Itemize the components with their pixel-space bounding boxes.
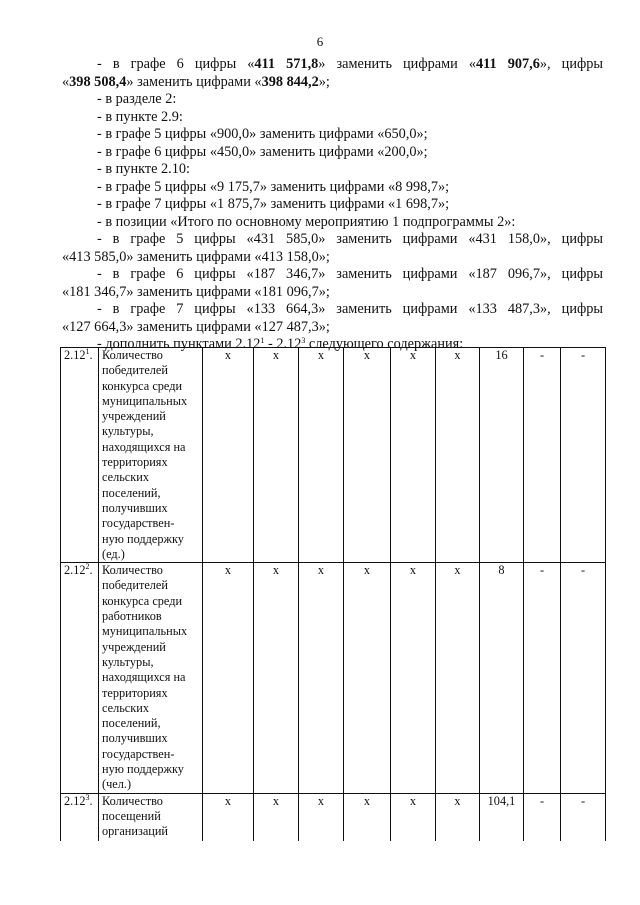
indicator-name	[99, 563, 203, 793]
value-cell: х	[344, 793, 391, 841]
indicator-name-line: сельских	[102, 700, 149, 715]
table-row	[61, 563, 606, 793]
text-line: - в графе 5 цифры «431 585,0» заменить цифрами «431 158,0», цифры	[97, 231, 603, 247]
value-cell: х	[254, 793, 299, 841]
value-cell: х	[391, 793, 436, 841]
indicator-name-line: территориях	[102, 685, 168, 700]
indicators-table	[60, 347, 606, 841]
text-line: - в позиции «Итого по основному мероприятию 1 подпрограммы 2»:	[97, 213, 516, 230]
text-line: «127 664,3» заменить цифрами «127 487,3»;	[62, 318, 330, 335]
indicator-name-line: муниципальных	[102, 624, 188, 639]
indicator-name	[99, 348, 203, 563]
value-cell: х	[254, 348, 299, 563]
value-cell: х	[299, 563, 344, 793]
text-line: «413 585,0» заменить цифрами «413 158,0»;	[62, 248, 330, 265]
text-line: - дополнить пунктами 2.12$^1$ - 2.12$^3$ следующего содержания:	[97, 336, 464, 352]
indicator-name-line: посещений	[102, 808, 161, 823]
value-cell: 16	[480, 348, 524, 563]
indicator-name-line: находящихся на	[102, 670, 186, 685]
value-cell: х	[436, 793, 480, 841]
value-cell: -	[524, 348, 561, 563]
text-line: «398 508,4» заменить цифрами «398 844,2»;	[62, 73, 330, 90]
text-line: - в графе 7 цифры «133 664,3» заменить цифрами «133 487,3», цифры	[97, 301, 603, 317]
table-row	[61, 793, 606, 841]
value-cell: х	[344, 563, 391, 793]
text-line: - в пункте 2.10:	[97, 161, 191, 177]
value-cell: х	[299, 348, 344, 563]
indicator-name-line: Количество	[102, 563, 163, 578]
indicator-name-line: Количество	[102, 348, 163, 362]
row-number: 2.12$^2$.	[61, 563, 99, 793]
value-cell: -	[561, 348, 606, 563]
indicator-name-line: (ед.)	[102, 546, 125, 561]
indicator-name-line: территориях	[102, 455, 168, 470]
indicator-name-line: находящихся на	[102, 439, 186, 454]
indicator-name-line: поселений,	[102, 485, 161, 500]
text-line: - в графе 6 цифры «187 346,7» заменить цифрами «187 096,7», цифры	[97, 266, 603, 282]
amendment-text	[62, 56, 603, 354]
text-line: - в графе 6 цифры «450,0» заменить цифрами «200,0»;	[97, 143, 428, 160]
value-cell: х	[203, 348, 254, 563]
text-line: - в пункте 2.9:	[97, 108, 183, 125]
indicator-name	[99, 793, 203, 841]
text-line: - в графе 5 цифры «9 175,7» заменить цифрами «8 998,7»;	[97, 178, 450, 195]
value-cell: х	[436, 348, 480, 563]
indicator-name-line: поселений,	[102, 716, 161, 731]
value-cell: -	[524, 563, 561, 793]
indicator-name-line: организаций	[102, 824, 169, 839]
indicator-name-line: конкурса среди	[102, 593, 183, 608]
indicator-name-line: победителей	[102, 363, 168, 378]
indicator-name-line: государствен-	[102, 746, 175, 761]
row-number: 2.12$^3$.	[61, 793, 99, 841]
value-cell: 104,1	[480, 793, 524, 841]
value-cell: -	[524, 793, 561, 841]
indicator-name-line: получивших	[102, 731, 168, 746]
indicator-name-line: конкурса среди	[102, 378, 183, 393]
text-line: - в графе 7 цифры «1 875,7» заменить цифрами «1 698,7»;	[97, 196, 450, 212]
indicator-name-line: сельских	[102, 470, 149, 485]
value-cell: х	[299, 793, 344, 841]
value-cell: х	[203, 793, 254, 841]
value-cell: х	[254, 563, 299, 793]
indicator-name-line: (чел.)	[102, 777, 132, 792]
indicator-name-line: культуры,	[102, 424, 154, 439]
indicator-name-line: победителей	[102, 578, 168, 593]
page-number: 6	[316, 34, 324, 49]
row-number: 2.12$^1$.	[61, 348, 99, 563]
text-line: «181 346,7» заменить цифрами «181 096,7»;	[62, 283, 330, 300]
indicator-name-line: учреждений	[102, 409, 166, 424]
text-line: - в разделе 2:	[97, 91, 177, 107]
text-line: - в графе 5 цифры «900,0» заменить цифрами «650,0»;	[97, 126, 428, 142]
value-cell: х	[344, 348, 391, 563]
value-cell: -	[561, 563, 606, 793]
indicator-name-line: муниципальных	[102, 393, 188, 408]
indicator-name-line: Количество	[102, 793, 163, 808]
indicator-name-line: ную поддержку	[102, 762, 184, 777]
value-cell: х	[436, 563, 480, 793]
value-cell: х	[203, 563, 254, 793]
indicator-name-line: государствен-	[102, 516, 175, 531]
indicator-name-line: получивших	[102, 500, 168, 515]
table-row	[61, 348, 606, 563]
indicator-name-line: работников	[102, 609, 162, 624]
value-cell: х	[391, 563, 436, 793]
value-cell: 8	[480, 563, 524, 793]
indicator-name-line: ную поддержку	[102, 531, 184, 546]
value-cell: -	[561, 793, 606, 841]
indicator-name-line: культуры,	[102, 654, 154, 669]
value-cell: х	[391, 348, 436, 563]
text-line: - в графе 6 цифры «411 571,8» заменить цифрами «411 907,6», цифры	[97, 56, 603, 72]
indicator-name-line: учреждений	[102, 639, 166, 654]
